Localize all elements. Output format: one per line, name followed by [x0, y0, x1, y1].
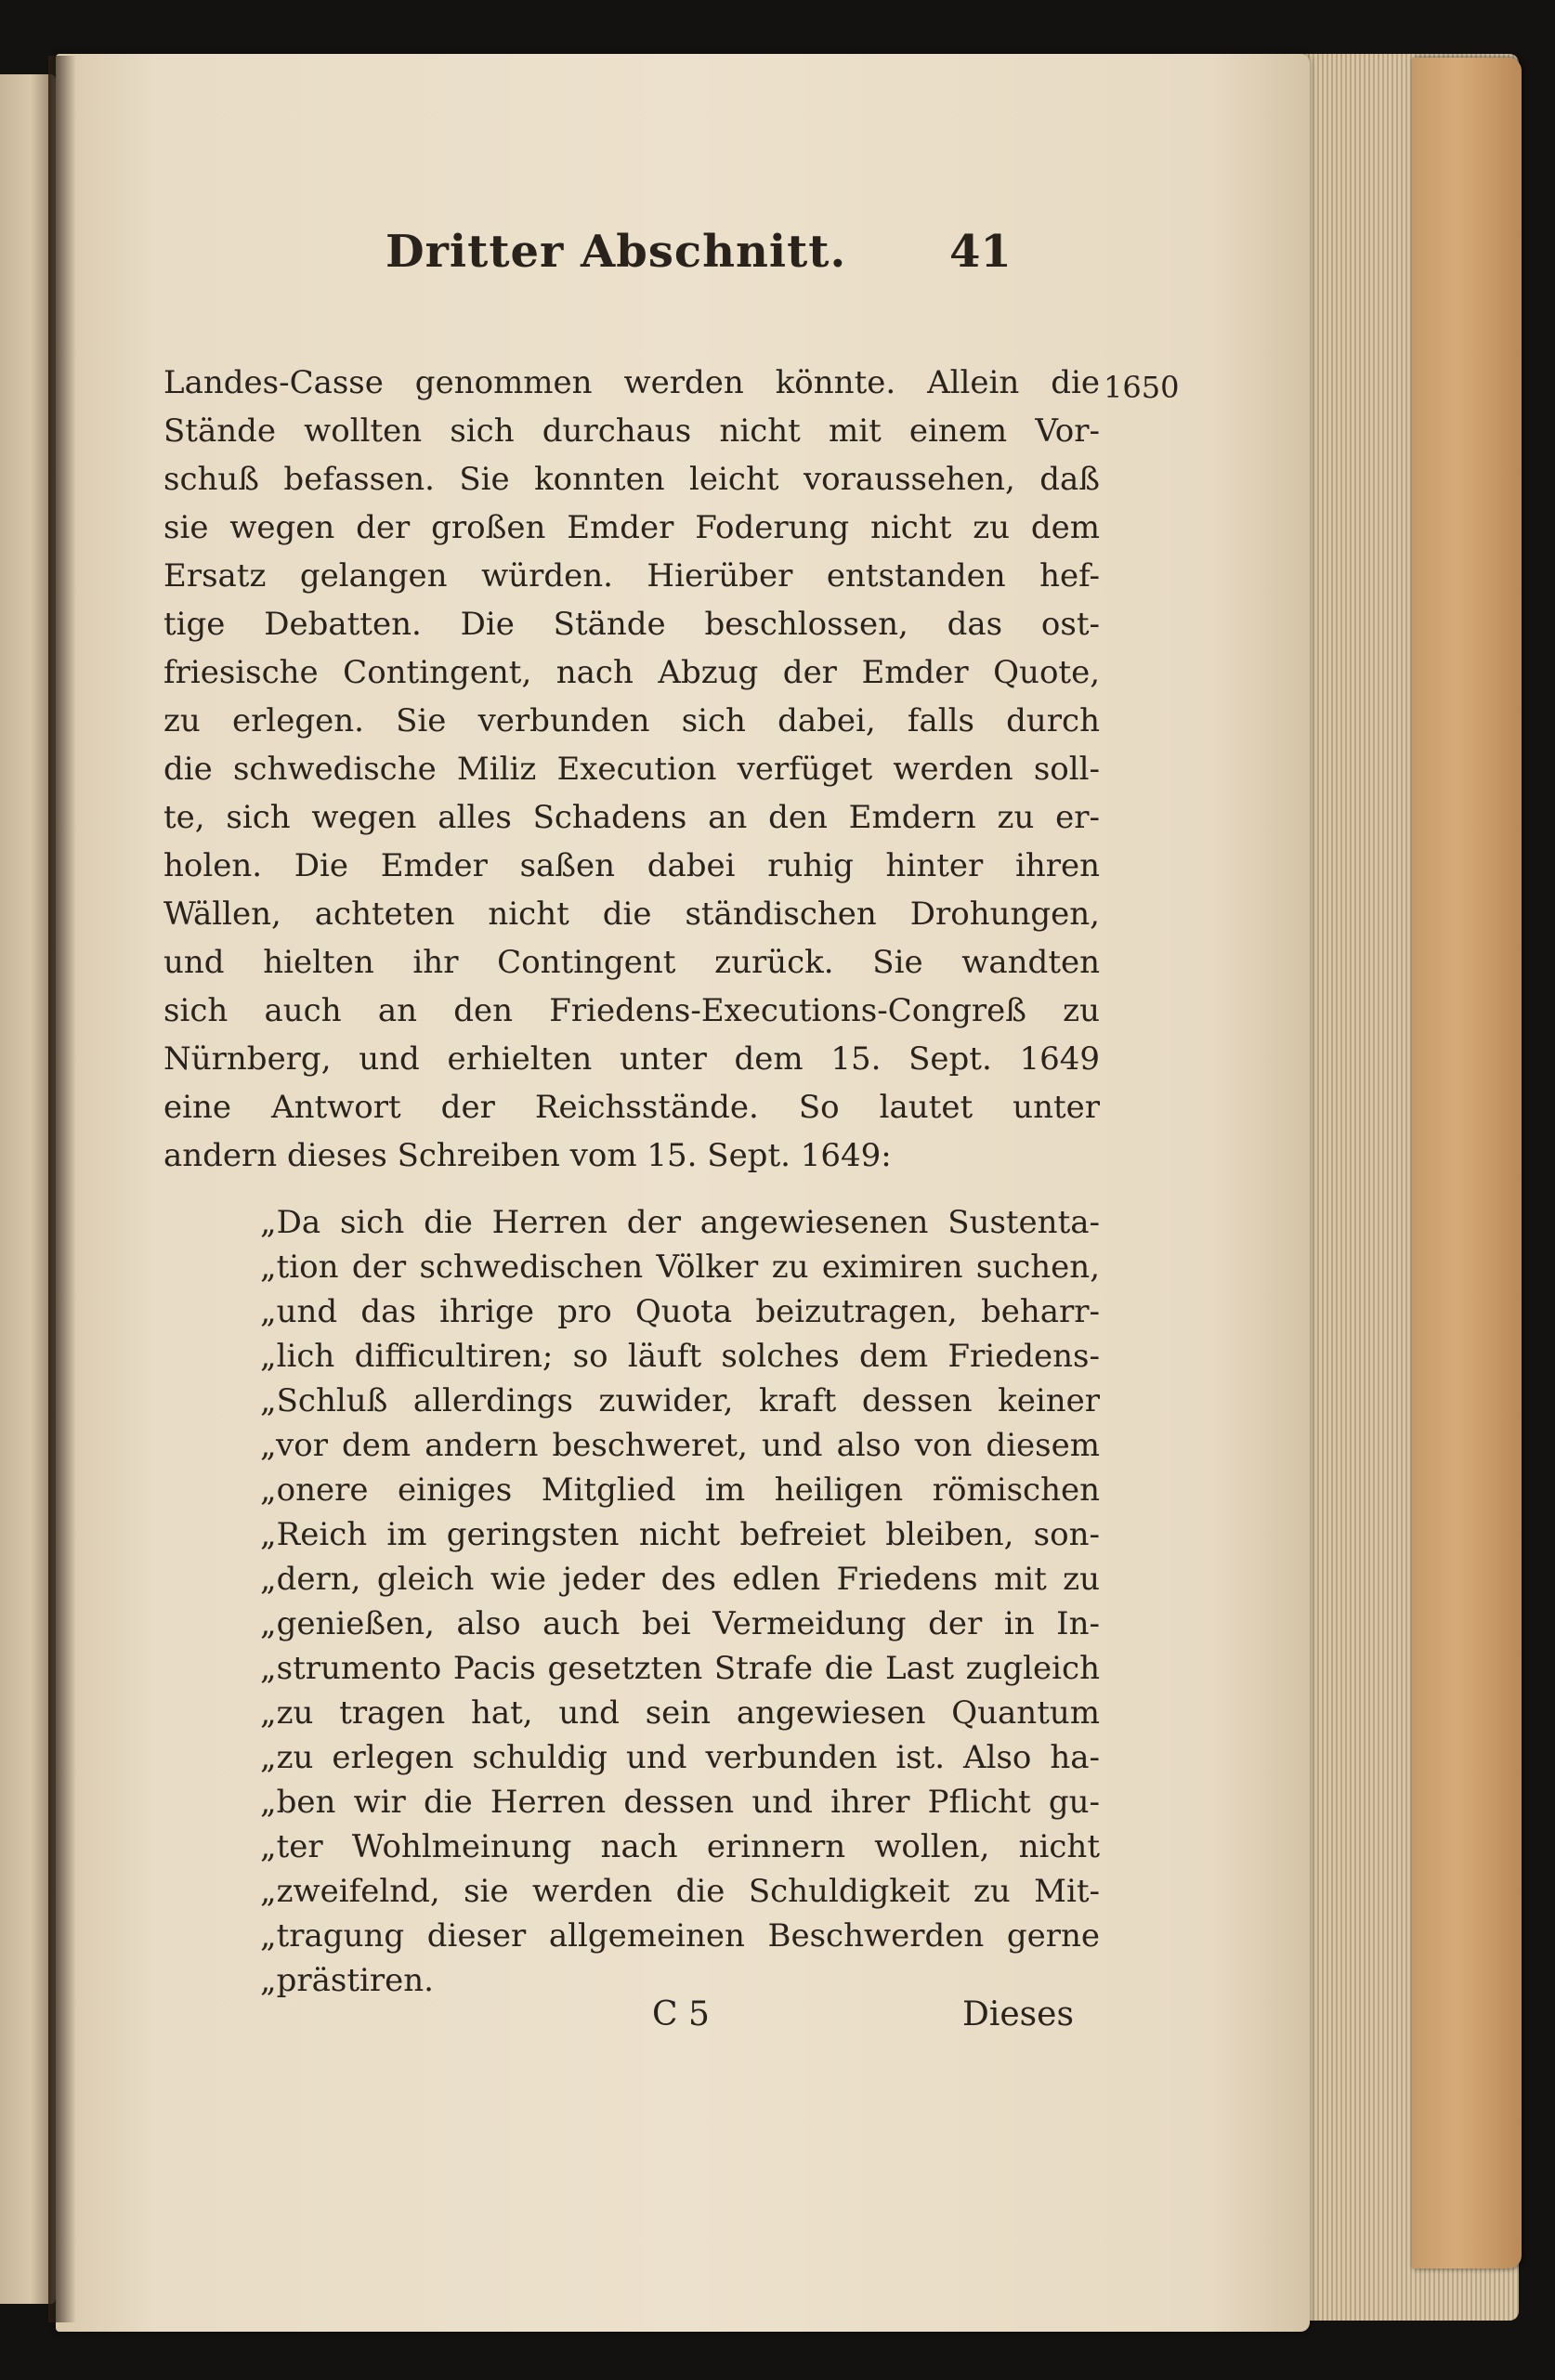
marginal-year: 1650 — [1104, 370, 1180, 405]
body-line: sie wegen der großen Emder Foderung nicht zu dem — [163, 509, 1100, 546]
quote-line: „Schluß allerdings zuwider, kraft dessen keiner — [260, 1382, 1100, 1419]
quote-line: „zu erlegen schuldig und verbunden ist. Also ha- — [260, 1739, 1100, 1776]
body-line: tige Debatten. Die Stände beschlossen, das ost- — [163, 606, 1100, 643]
quote-line: „und das ihrige pro Quota beizutragen, beharr- — [260, 1293, 1100, 1330]
body-line: Stände wollten sich durchaus nicht mit einem Vor- — [163, 412, 1100, 450]
running-header: Dritter Abschnitt. — [385, 226, 847, 278]
body-line: eine Antwort der Reichsstände. So lautet unter — [163, 1089, 1100, 1126]
catchword: Dieses — [962, 1995, 1074, 2033]
quote-line: „dern, gleich wie jeder des edlen Friedens mit zu — [260, 1561, 1100, 1598]
body-line: holen. Die Emder saßen dabei ruhig hinter ihren — [163, 847, 1100, 884]
body-line: Landes-Casse genommen werden könnte. Allein die — [163, 364, 1100, 401]
body-line: andern dieses Schreiben vom 15. Sept. 1649: — [163, 1137, 892, 1174]
quote-line: „Reich im geringsten nicht befreiet bleiben, son- — [260, 1516, 1100, 1553]
book-cover-edge — [1412, 58, 1522, 2269]
body-line: Wällen, achteten nicht die ständischen Drohungen, — [163, 896, 1100, 933]
quote-line: „prästiren. — [260, 1962, 434, 1999]
body-line: Nürnberg, und erhielten unter dem 15. Sept. 1649 — [163, 1040, 1100, 1078]
quote-line: „vor dem andern beschweret, und also von diesem — [260, 1427, 1100, 1464]
body-line: Ersatz gelangen würden. Hierüber entstanden hef- — [163, 557, 1100, 595]
quote-line: „zweifelnd, sie werden die Schuldigkeit zu Mit- — [260, 1873, 1100, 1910]
quote-line: „ben wir die Herren dessen und ihrer Pflicht gu- — [260, 1784, 1100, 1821]
quote-line: „genießen, also auch bei Vermeidung der in In- — [260, 1605, 1100, 1642]
body-line: zu erlegen. Sie verbunden sich dabei, falls durch — [163, 702, 1100, 739]
quote-line: „onere einiges Mitglied im heiligen römischen — [260, 1471, 1100, 1509]
gutter-shadow — [48, 56, 76, 2322]
body-line: die schwedische Miliz Execution verfüget werden soll- — [163, 751, 1100, 788]
body-line: friesische Contingent, nach Abzug der Emder Quote, — [163, 654, 1100, 691]
quote-line: „Da sich die Herren der angewiesenen Sustenta- — [260, 1204, 1100, 1241]
body-line: schuß befassen. Sie konnten leicht voraussehen, daß — [163, 461, 1100, 498]
quote-line: „tragung dieser allgemeinen Beschwerden gerne — [260, 1917, 1100, 1955]
signature-mark: C 5 — [652, 1995, 710, 2033]
body-line: sich auch an den Friedens-Executions-Congreß zu — [163, 992, 1100, 1029]
quote-line: „lich difficultiren; so läuft solches dem Friedens- — [260, 1338, 1100, 1375]
body-line: und hielten ihr Contingent zurück. Sie wandten — [163, 944, 1100, 981]
quote-line: „ter Wohlmeinung nach erinnern wollen, nicht — [260, 1828, 1100, 1865]
previous-page-edge — [0, 74, 56, 2304]
quote-line: „strumento Pacis gesetzten Strafe die Last zugleich — [260, 1650, 1100, 1687]
body-line: te, sich wegen alles Schadens an den Emdern zu er- — [163, 799, 1100, 836]
quote-line: „zu tragen hat, und sein angewiesen Quantum — [260, 1694, 1100, 1732]
quote-line: „tion der schwedischen Völker zu eximiren suchen, — [260, 1249, 1100, 1286]
page-number: 41 — [949, 226, 1012, 278]
book-page — [56, 54, 1310, 2332]
